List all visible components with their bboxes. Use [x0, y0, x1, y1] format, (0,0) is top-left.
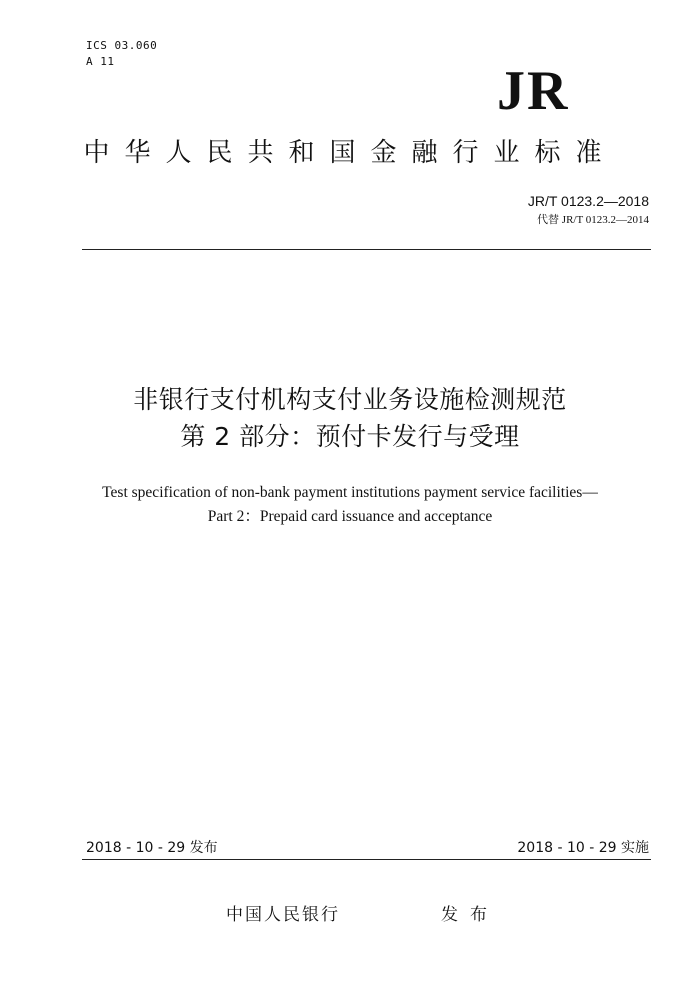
title-zh-line1: 非银行支付机构支付业务设施检测规范 [133, 385, 567, 414]
jr-logo: JR [497, 60, 570, 122]
standard-category: 中华人民共和国金融行业标准 [83, 138, 617, 168]
title-zh-line2: 第 2 部分：预付卡发行与受理 [180, 422, 520, 451]
title-en-line1: Test specification of non-bank payment institutions payment service facilities— [102, 484, 598, 501]
top-divider [82, 249, 651, 250]
standard-number: JR/T 0123.2—2018 [527, 193, 649, 209]
publish-date: 2018 - 10 - 29 发布 [86, 840, 218, 856]
issuer-name: 中国人民银行 [226, 905, 340, 925]
implement-date: 2018 - 10 - 29 实施 [517, 840, 649, 856]
bottom-divider [82, 859, 651, 860]
replaces-standard: 代替 JR/T 0123.2—2014 [537, 214, 649, 226]
title-en-line2: Part 2：Prepaid card issuance and acceptance [207, 508, 493, 525]
issued-label: 发布 [441, 905, 499, 925]
ics-code: ICS 03.060 [86, 39, 158, 52]
ccs-code: A 11 [86, 55, 115, 68]
